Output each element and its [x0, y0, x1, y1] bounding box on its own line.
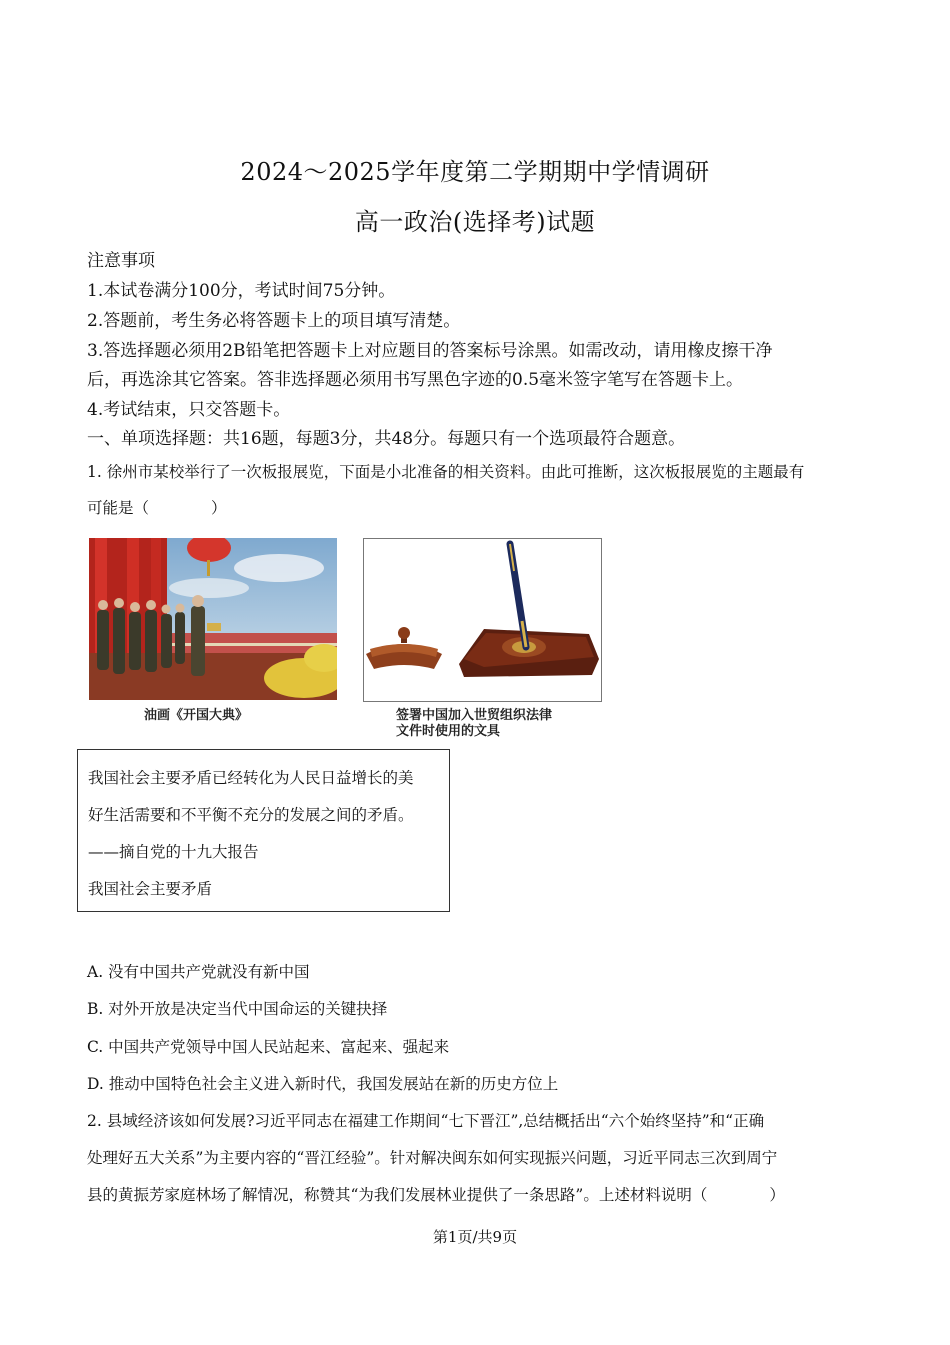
quote-box	[77, 749, 450, 912]
notice-item: 3.答选择题必须用2B铅笔把答题卡上对应题目的答案标号涂黑。如需改动，请用橡皮擦干净	[87, 341, 773, 361]
figure-2-caption-line2: 文件时使用的文具	[396, 724, 501, 739]
question-1-stem: 1. 徐州市某校举行了一次板报展览，下面是小北准备的相关资料。由此可推断，这次板报展览的主题最有	[87, 463, 805, 481]
wto-signing-pen-set	[363, 538, 602, 702]
quote-source: ——摘自党的十九大报告	[88, 843, 259, 861]
question-2-line: 2. 县域经济该如何发展?习近平同志在福建工作期间“七下晋江”,总结概括出“六个始终坚持”和“正确	[87, 1112, 765, 1130]
quote-line: 我国社会主要矛盾	[88, 880, 213, 898]
quote-line: 我国社会主要矛盾已经转化为人民日益增长的美	[88, 769, 414, 787]
notice-item: 后，再选涂其它答案。答非选择题必须用书写黑色字迹的0.5毫米签字笔写在答题卡上。	[87, 370, 744, 390]
option-a: A. 没有中国共产党就没有新中国	[87, 963, 310, 981]
option-c: C. 中国共产党领导中国人民站起来、富起来、强起来	[87, 1038, 450, 1056]
question-2-line: 处理好五大关系”为主要内容的“晋江经验”。针对解决闽东如何实现振兴问题，习近平同志三次到周宁	[87, 1149, 778, 1167]
exam-title: 2024～2025学年度第二学期期中学情调研	[240, 158, 710, 186]
page-number: 第1页/共9页	[432, 1228, 518, 1246]
notice-item: 1.本试卷满分100分，考试时间75分钟。	[87, 281, 396, 301]
figure-2-caption-line1: 签署中国加入世贸组织法律	[396, 708, 553, 723]
notice-item: 2.答题前，考生务必将答题卡上的项目填写清楚。	[87, 311, 461, 331]
question-2-line: 县的黄振芳家庭林场了解情况，称赞其“为我们发展林业提供了一条思路”。上述材料说明（ ）	[87, 1186, 785, 1204]
question-1-stem-cont: 可能是（ ）	[87, 499, 227, 517]
notice-heading: 注意事项	[87, 251, 155, 271]
option-b: B. 对外开放是决定当代中国命运的关键抉择	[87, 1000, 388, 1018]
exam-subtitle: 高一政治(选择考)试题	[354, 208, 596, 236]
founding-ceremony-painting	[89, 538, 337, 700]
section-heading: 一、单项选择题：共16题，每题3分，共48分。每题只有一个选项最符合题意。	[87, 429, 686, 449]
figure-1-caption: 油画《开国大典》	[144, 708, 249, 723]
notice-item: 4.考试结束，只交答题卡。	[87, 400, 291, 420]
option-d: D. 推动中国特色社会主义进入新时代，我国发展站在新的历史方位上	[87, 1075, 559, 1093]
quote-line: 好生活需要和不平衡不充分的发展之间的矛盾。	[88, 806, 414, 824]
